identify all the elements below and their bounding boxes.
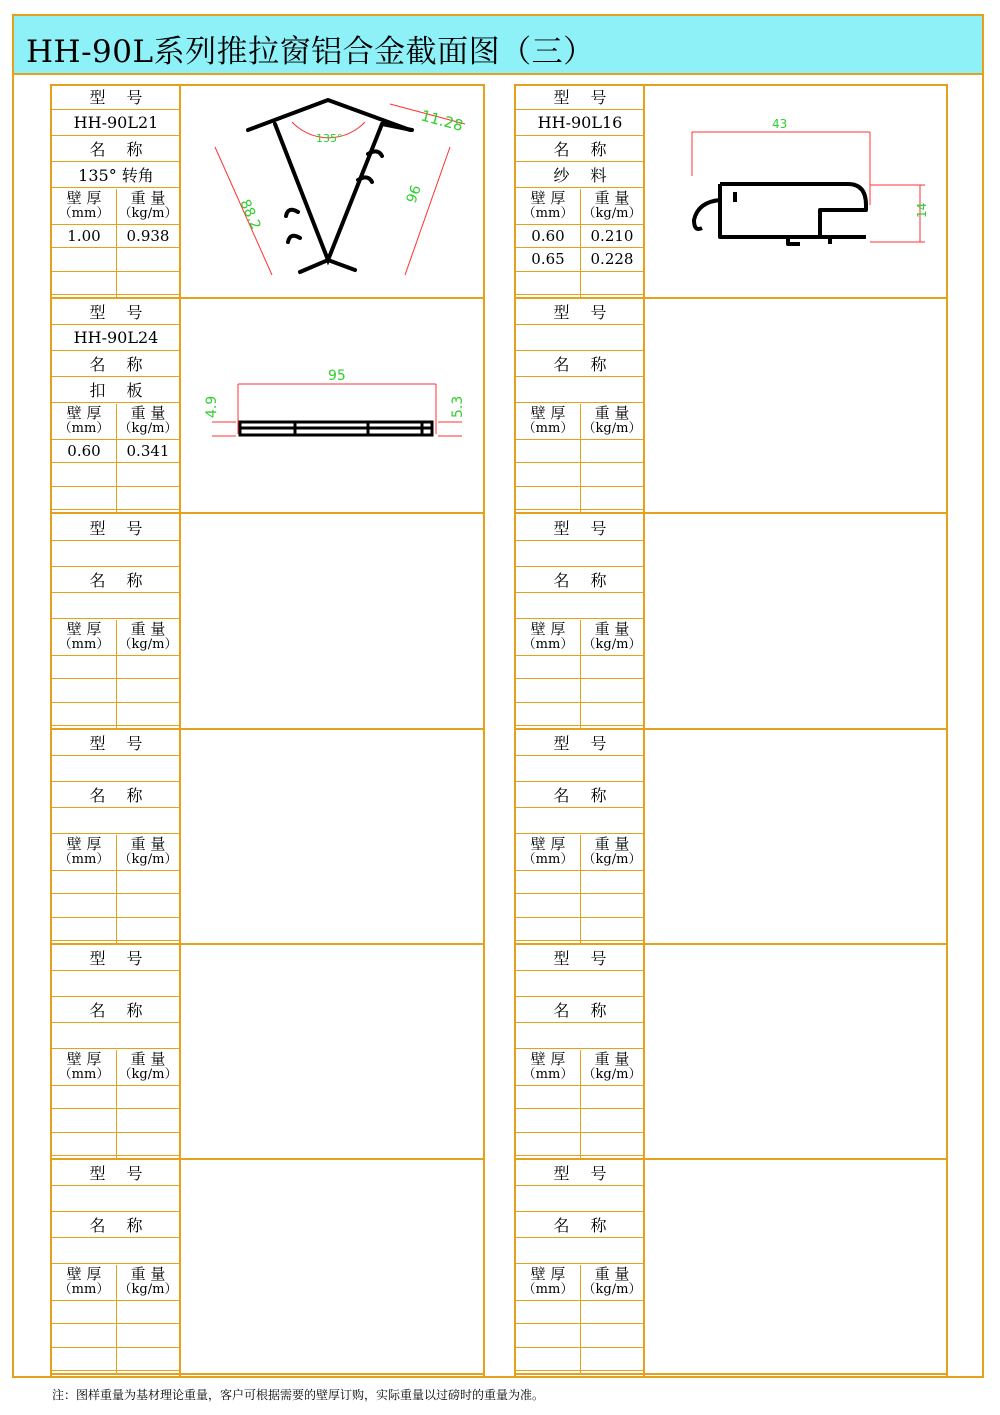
name-value <box>52 1238 180 1264</box>
table-divider <box>580 620 581 730</box>
weight-unit: （kg/m） <box>582 206 642 221</box>
weight-unit: （kg/m） <box>118 1067 178 1082</box>
thickness-unit: （mm） <box>522 1282 574 1297</box>
name-value <box>52 808 180 834</box>
name-label: 名 称 <box>516 567 644 593</box>
profile-info-table <box>516 730 644 945</box>
thickness-value: 0.60 <box>52 440 116 463</box>
grid-top-border <box>50 84 484 86</box>
weight-unit: （kg/m） <box>582 421 642 436</box>
weight-value <box>116 1133 180 1156</box>
weight-value <box>116 248 180 272</box>
profile-cell <box>516 299 952 514</box>
weight-value <box>116 918 180 941</box>
model-value <box>516 971 644 997</box>
name-label: 名 称 <box>516 136 644 162</box>
thickness-unit: （mm） <box>522 421 574 436</box>
weight-unit: （kg/m） <box>582 852 642 867</box>
model-label: 型 号 <box>516 945 644 971</box>
weight-value <box>116 463 180 487</box>
thickness-unit: （mm） <box>58 1282 110 1297</box>
name-label: 名 称 <box>52 782 180 808</box>
thickness-header <box>52 1264 116 1301</box>
thickness-value <box>516 871 580 894</box>
profile-info-table <box>516 299 644 514</box>
thickness-label: 壁 厚 <box>530 835 566 853</box>
weight-label: 重 量 <box>130 189 166 207</box>
profile-cell <box>516 515 952 730</box>
cell-border <box>514 1373 948 1375</box>
weight-header <box>116 619 180 656</box>
table-divider <box>116 835 117 945</box>
weight-value <box>580 871 644 894</box>
table-divider <box>116 620 117 730</box>
weight-label: 重 量 <box>594 404 630 422</box>
thickness-value <box>52 679 116 703</box>
weight-header <box>580 188 644 225</box>
thickness-header <box>52 1049 116 1086</box>
weight-value <box>580 1133 644 1156</box>
model-label: 型 号 <box>516 730 644 756</box>
model-value <box>516 1186 644 1212</box>
thickness-value <box>516 1301 580 1324</box>
dim-88-2: 88.2 <box>236 197 264 233</box>
name-value <box>516 593 644 619</box>
thickness-unit: （mm） <box>58 206 110 221</box>
name-value <box>516 1238 644 1264</box>
weight-value <box>116 679 180 703</box>
profile-info-table <box>52 1160 180 1375</box>
weight-value <box>116 894 180 918</box>
model-value: HH-90L21 <box>52 110 180 136</box>
thickness-label: 壁 厚 <box>66 404 102 422</box>
profile-cell <box>516 945 952 1160</box>
model-value: HH-90L16 <box>516 110 644 136</box>
model-value <box>52 756 180 782</box>
model-label: 型 号 <box>52 299 180 325</box>
profile-info-table <box>52 945 180 1160</box>
thickness-label: 壁 厚 <box>530 1050 566 1068</box>
thickness-label: 壁 厚 <box>66 620 102 638</box>
weight-value: 0.210 <box>580 225 644 248</box>
weight-value: 0.341 <box>116 440 180 463</box>
model-label: 型 号 <box>516 84 644 110</box>
weight-value: 0.228 <box>580 248 644 272</box>
model-label: 型 号 <box>52 730 180 756</box>
model-value <box>516 325 644 351</box>
model-value <box>516 756 644 782</box>
table-divider <box>116 404 117 514</box>
weight-header <box>116 1264 180 1301</box>
thickness-value <box>52 918 116 941</box>
weight-label: 重 量 <box>130 1050 166 1068</box>
model-value: HH-90L24 <box>52 325 180 351</box>
name-label: 名 称 <box>52 351 180 377</box>
table-divider <box>580 1265 581 1375</box>
model-label: 型 号 <box>52 84 180 110</box>
weight-value <box>580 487 644 510</box>
weight-value: 0.938 <box>116 225 180 248</box>
weight-label: 重 量 <box>130 1265 166 1283</box>
weight-unit: （kg/m） <box>118 637 178 652</box>
name-label: 名 称 <box>516 782 644 808</box>
weight-value <box>580 272 644 295</box>
thickness-header <box>52 188 116 225</box>
dim-95: 95 <box>328 368 346 384</box>
dim-43: 43 <box>772 117 788 131</box>
table-divider <box>116 189 117 299</box>
thickness-value <box>52 248 116 272</box>
weight-header <box>116 403 180 440</box>
cell-border <box>50 1373 484 1375</box>
dim-4-9: 4.9 <box>204 395 220 418</box>
thickness-label: 壁 厚 <box>66 835 102 853</box>
thickness-unit: （mm） <box>58 421 110 436</box>
weight-header <box>580 1049 644 1086</box>
table-divider <box>580 1050 581 1160</box>
model-label: 型 号 <box>516 1160 644 1186</box>
profile-drawing-hh90l24 <box>200 360 470 450</box>
name-label: 名 称 <box>52 997 180 1023</box>
name-label: 名 称 <box>516 997 644 1023</box>
thickness-value <box>52 703 116 726</box>
thickness-value <box>52 1133 116 1156</box>
weight-value <box>580 656 644 679</box>
table-divider <box>116 1050 117 1160</box>
thickness-value <box>516 463 580 487</box>
profile-info-table <box>516 945 644 1160</box>
weight-header <box>580 619 644 656</box>
table-divider <box>580 835 581 945</box>
profile-cell <box>52 1160 488 1375</box>
name-value <box>516 377 644 403</box>
weight-unit: （kg/m） <box>118 852 178 867</box>
thickness-value <box>516 1133 580 1156</box>
thickness-label: 壁 厚 <box>66 1265 102 1283</box>
weight-header <box>116 1049 180 1086</box>
weight-label: 重 量 <box>130 620 166 638</box>
thickness-value <box>516 679 580 703</box>
thickness-unit: （mm） <box>522 206 574 221</box>
thickness-header <box>516 403 580 440</box>
profile-cell <box>52 730 488 945</box>
weight-value <box>580 894 644 918</box>
thickness-label: 壁 厚 <box>66 189 102 207</box>
weight-unit: （kg/m） <box>118 421 178 436</box>
profile-info-table <box>516 84 644 299</box>
thickness-value: 0.65 <box>516 248 580 272</box>
profile-info-table <box>52 84 180 299</box>
thickness-value <box>516 440 580 463</box>
name-value <box>516 1023 644 1049</box>
weight-header <box>580 403 644 440</box>
thickness-value: 0.60 <box>516 225 580 248</box>
weight-unit: （kg/m） <box>118 1282 178 1297</box>
thickness-unit: （mm） <box>522 852 574 867</box>
name-value: 纱 料 <box>516 162 644 188</box>
thickness-value <box>516 1324 580 1348</box>
dim-11-28: 11.28 <box>418 106 466 135</box>
thickness-header <box>52 834 116 871</box>
weight-value <box>116 1109 180 1133</box>
dim-96: 96 <box>403 183 425 206</box>
thickness-header <box>52 403 116 440</box>
dim-5-3: 5.3 <box>450 395 466 418</box>
thickness-label: 壁 厚 <box>530 404 566 422</box>
thickness-value <box>52 1109 116 1133</box>
profile-cell <box>52 945 488 1160</box>
weight-value <box>580 679 644 703</box>
name-label: 名 称 <box>516 1212 644 1238</box>
thickness-value <box>516 1348 580 1371</box>
profile-info-table <box>52 299 180 514</box>
cell-border <box>50 512 484 514</box>
thickness-header <box>516 1264 580 1301</box>
name-label: 名 称 <box>52 136 180 162</box>
weight-value <box>580 1109 644 1133</box>
footer-note: 注：图样重量为基材理论重量，客户可根据需要的壁厚订购，实际重量以过磅时的重量为准。 <box>52 1388 545 1402</box>
grid-top-border <box>514 84 948 86</box>
table-divider <box>580 404 581 514</box>
profile-info-table <box>52 730 180 945</box>
weight-value <box>116 656 180 679</box>
model-value <box>52 971 180 997</box>
page-title: HH-90L系列推拉窗铝合金截面图（三） <box>26 34 595 70</box>
thickness-header <box>516 619 580 656</box>
weight-label: 重 量 <box>594 1050 630 1068</box>
profile-drawing-hh90l21 <box>200 92 470 292</box>
name-value <box>516 808 644 834</box>
name-value <box>52 593 180 619</box>
thickness-unit: （mm） <box>58 637 110 652</box>
weight-value <box>116 1348 180 1371</box>
weight-label: 重 量 <box>594 189 630 207</box>
weight-value <box>116 272 180 295</box>
thickness-label: 壁 厚 <box>530 189 566 207</box>
thickness-label: 壁 厚 <box>530 620 566 638</box>
name-value <box>52 1023 180 1049</box>
weight-unit: （kg/m） <box>582 1067 642 1082</box>
weight-header <box>116 834 180 871</box>
thickness-value <box>516 918 580 941</box>
dim-14: 14 <box>915 202 929 218</box>
thickness-value <box>516 1086 580 1109</box>
thickness-unit: （mm） <box>58 1067 110 1082</box>
weight-value <box>580 703 644 726</box>
thickness-value <box>52 1301 116 1324</box>
name-label: 名 称 <box>52 1212 180 1238</box>
model-label: 型 号 <box>52 1160 180 1186</box>
weight-label: 重 量 <box>594 620 630 638</box>
thickness-unit: （mm） <box>58 852 110 867</box>
thickness-value <box>52 871 116 894</box>
weight-value <box>116 487 180 510</box>
thickness-value <box>52 487 116 510</box>
profile-cell <box>516 1160 952 1375</box>
thickness-value <box>52 1086 116 1109</box>
weight-value <box>116 1086 180 1109</box>
thickness-header <box>516 188 580 225</box>
title-bar <box>14 16 982 75</box>
weight-value <box>580 1324 644 1348</box>
thickness-value <box>52 463 116 487</box>
model-value <box>52 1186 180 1212</box>
thickness-value <box>52 656 116 679</box>
thickness-value: 1.00 <box>52 225 116 248</box>
weight-value <box>116 1301 180 1324</box>
thickness-value <box>516 487 580 510</box>
model-label: 型 号 <box>516 515 644 541</box>
thickness-header <box>52 619 116 656</box>
model-label: 型 号 <box>52 945 180 971</box>
model-value <box>52 541 180 567</box>
thickness-value <box>516 1109 580 1133</box>
weight-value <box>116 871 180 894</box>
weight-unit: （kg/m） <box>118 206 178 221</box>
name-value: 扣 板 <box>52 377 180 403</box>
thickness-header <box>516 834 580 871</box>
name-label: 名 称 <box>52 567 180 593</box>
profile-drawing-hh90l16 <box>680 110 940 250</box>
weight-label: 重 量 <box>130 835 166 853</box>
weight-value <box>116 703 180 726</box>
thickness-header <box>516 1049 580 1086</box>
weight-value <box>580 918 644 941</box>
weight-unit: （kg/m） <box>582 1282 642 1297</box>
thickness-value <box>52 272 116 295</box>
thickness-unit: （mm） <box>522 1067 574 1082</box>
cell-border <box>514 512 948 514</box>
weight-header <box>116 188 180 225</box>
thickness-value <box>52 1348 116 1371</box>
weight-label: 重 量 <box>594 1265 630 1283</box>
thickness-value <box>516 272 580 295</box>
model-label: 型 号 <box>52 515 180 541</box>
profile-info-table <box>516 1160 644 1375</box>
profile-info-table <box>52 515 180 730</box>
weight-value <box>580 1348 644 1371</box>
profile-cell <box>52 515 488 730</box>
name-value: 135° 转角 <box>52 162 180 188</box>
thickness-label: 壁 厚 <box>530 1265 566 1283</box>
weight-header <box>580 1264 644 1301</box>
thickness-value <box>516 894 580 918</box>
weight-label: 重 量 <box>594 835 630 853</box>
model-value <box>516 541 644 567</box>
weight-value <box>580 1086 644 1109</box>
dim-angle: 135° <box>316 132 343 145</box>
table-divider <box>580 189 581 299</box>
profile-info-table <box>516 515 644 730</box>
thickness-label: 壁 厚 <box>66 1050 102 1068</box>
weight-value <box>116 1324 180 1348</box>
thickness-value <box>516 703 580 726</box>
weight-header <box>580 834 644 871</box>
weight-value <box>580 1301 644 1324</box>
table-divider <box>116 1265 117 1375</box>
weight-value <box>580 440 644 463</box>
profile-cell <box>516 730 952 945</box>
thickness-unit: （mm） <box>522 637 574 652</box>
weight-label: 重 量 <box>130 404 166 422</box>
weight-unit: （kg/m） <box>582 637 642 652</box>
weight-value <box>580 463 644 487</box>
thickness-value <box>52 1324 116 1348</box>
model-label: 型 号 <box>516 299 644 325</box>
name-label: 名 称 <box>516 351 644 377</box>
thickness-value <box>516 656 580 679</box>
thickness-value <box>52 894 116 918</box>
